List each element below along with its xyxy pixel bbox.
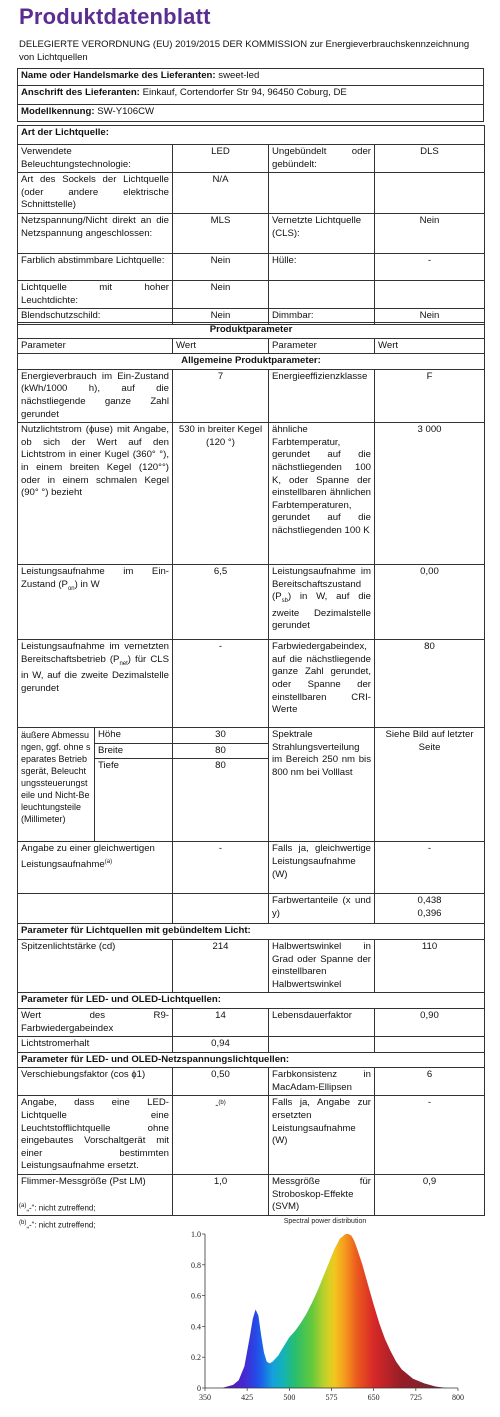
empty-cell (269, 280, 375, 308)
survival-label: Lebensdauerfaktor (269, 1008, 375, 1036)
equiv-power-value: - (375, 842, 485, 894)
light-source-header: Art der Lichtquelle: (18, 126, 485, 145)
replace-footnote-mark: (b) (218, 1100, 226, 1107)
col-param-header: Parameter (18, 338, 173, 354)
y-tick-label: 0.8 (191, 1260, 201, 1270)
standby-label-b: ) in W, auf die zweite Dezimalstelle gerundet (272, 591, 371, 632)
depth-value: 80 (173, 759, 269, 842)
y-tick-label: 0 (197, 1384, 201, 1393)
x-tick-label: 575 (325, 1393, 338, 1402)
peak-intensity-value: 214 (173, 939, 269, 992)
power-on-value: 6,5 (173, 565, 269, 640)
x-tick-label: 650 (367, 1393, 380, 1402)
x-tick-label: 350 (199, 1393, 211, 1402)
energy-on-value: 7 (173, 369, 269, 422)
replace-claim-label: Angabe, dass eine LED-Lichtquelle eine Leuchtstofflichtquelle ohne eingebautes Vorschaltgerät mit einer bestimmten Leistungsaufnahme ersetzt. (18, 1096, 173, 1175)
cos-phi-value: 0,50 (173, 1068, 269, 1096)
footnote-b-text: „-“: nicht zutreffend; (26, 1220, 96, 1230)
height-value: 30 (173, 728, 269, 744)
socket-value: N/A (173, 173, 269, 214)
envelope-label: Hülle: (269, 253, 375, 280)
col-value-header: Wert (375, 338, 485, 354)
empty-cell (375, 1037, 485, 1053)
chromaticity-y: 0,396 (417, 907, 442, 919)
model-label: Modellkennung: (21, 106, 95, 117)
spectral-chart (190, 1212, 465, 1417)
tunable-label: Farblich abstimmbare Lichtquelle: (18, 253, 173, 280)
equiv-label-text: Angabe zu einer gleichwertigen Leistungsaufnahme (21, 843, 155, 871)
general-params-header: Allgemeine Produktparameter: (18, 354, 485, 370)
y-tick-label: 0.6 (191, 1291, 201, 1301)
cri-value: 80 (375, 640, 485, 728)
replace-claim-dash: - (215, 1100, 219, 1112)
x-tick-label: 725 (409, 1393, 422, 1402)
cls-value: Nein (375, 213, 485, 253)
chromaticity-value (375, 894, 485, 924)
empty-cell (269, 1037, 375, 1053)
col-param-header: Parameter (269, 338, 375, 354)
standby-label-a: Leistungsaufnahme im Bereitschaftszustand (P (272, 566, 371, 603)
net-standby-label (18, 640, 173, 728)
anti-glare-value: Nein (173, 309, 269, 325)
power-on-label-sub: on (67, 585, 75, 592)
socket-label: Art des Sockels der Lichtquelle (oder andere elektrische Schnittstelle) (18, 173, 173, 214)
directional-header: Parameter für Lichtquellen mit gebündeltem Licht: (18, 924, 485, 940)
supplier-address-value: Einkauf, Cortendorfer Str 94, 96450 Coburg, DE (142, 87, 347, 98)
dimensions-label: äußere Abmessungen, ggf. ohne separates Betriebsgerät, Beleuchtungssteuerungsteile und Nicht-Beleuchtungsteile (Millimeter) (18, 728, 95, 842)
supplier-name-label: Name oder Handelsmarke des Lieferanten: (21, 70, 216, 81)
empty-cell (375, 173, 485, 214)
technology-value: LED (173, 145, 269, 173)
flux-label: Nutzlichtstrom (ɸuse) mit Angabe, ob sich der Wert auf den Lichtstrom in einer Kugel (360° °), in einem breiten Kegel (120°°) oder in einem schmalen Kegel (90° °) bezieht (18, 423, 173, 565)
r9-label: Wert des R9-Farbwiedergabeindex (18, 1008, 173, 1036)
footnote-b-mark: (b) (19, 1220, 27, 1226)
chromaticity-x: 0,438 (417, 895, 442, 907)
light-source-table (17, 125, 485, 325)
y-tick-label: 1.0 (191, 1230, 201, 1239)
x-tick-label: 425 (241, 1393, 254, 1402)
product-params-header: Produktparameter (18, 323, 485, 339)
led-mains-header: Parameter für LED- und OLED-Netzspannungslichtquellen: (18, 1052, 485, 1068)
flux-value: 530 in breiter Kegel (120 °) (173, 423, 269, 565)
equiv-value: - (173, 842, 269, 894)
model-row (18, 105, 484, 122)
net-standby-label-sub: net (119, 660, 128, 667)
replace-claim-value (173, 1096, 269, 1175)
chromaticity-label: Farbwertanteile (x und y) (269, 894, 375, 924)
equiv-power-label: Falls ja, gleichwertige Leistungsaufnahme (W) (269, 842, 375, 894)
product-params-table (17, 322, 485, 1216)
technology-label: Verwendete Beleuchtungstechnologie: (18, 145, 173, 173)
dimmable-label: Dimmbar: (269, 309, 375, 325)
supplier-name-value: sweet-led (218, 70, 260, 81)
regulation-text: DELEGIERTE VERORDNUNG (EU) 2019/2015 DER KOMMISSION zur Energieverbrauchskennzeichnung von Lichtquellen (19, 39, 470, 63)
chart-title: Spectral power distribution (283, 1218, 367, 1225)
svm-value: 0,9 (375, 1175, 485, 1216)
equiv-label (18, 842, 173, 894)
energy-on-label: Energieverbrauch im Ein-Zustand (kWh/1000 h), auf die nächstliegende ganze Zahl gerundet (18, 369, 173, 422)
energy-class-label: Energieeffizienzklasse (269, 369, 375, 422)
standby-label (269, 565, 375, 640)
power-on-label-b: ) in W (74, 578, 100, 590)
directional-value: DLS (375, 145, 485, 173)
cct-label: ähnliche Farbtemperatur, gerundet auf die nächstliegenden 100 K, oder Spanne der einstellbaren ähnlichen Farbtemperaturen, gerundet auf die nächstliegenden 100 K (269, 423, 375, 565)
footnote-b (19, 1220, 96, 1230)
mains-label: Netzspannung/Nicht direkt an die Netzspannung angeschlossen: (18, 213, 173, 253)
supplier-address-label: Anschrift des Lieferanten: (21, 87, 140, 98)
led-header: Parameter für LED- und OLED-Lichtquellen: (18, 993, 485, 1009)
cct-value: 3 000 (375, 423, 485, 565)
supplier-address-row (18, 86, 484, 105)
standby-value: 0,00 (375, 565, 485, 640)
footnote-a-text: „-“: nicht zutreffend; (26, 1203, 96, 1213)
lumen-maint-label: Lichtstromerhalt (18, 1037, 173, 1053)
standby-label-sub: sb (281, 598, 288, 605)
power-on-label (18, 565, 173, 640)
net-standby-label-a: Leistungsaufnahme im vernetzten Bereitschaftsbetrieb (P (21, 641, 169, 665)
r9-value: 14 (173, 1008, 269, 1036)
empty-cell (269, 173, 375, 214)
dimmable-value: Nein (375, 309, 485, 325)
x-tick-label: 500 (283, 1393, 296, 1402)
survival-value: 0,90 (375, 1008, 485, 1036)
page-title: Produktdatenblatt (19, 4, 211, 29)
color-consistency-label: Farbkonsistenz in MacAdam-Ellipsen (269, 1068, 375, 1096)
anti-glare-label: Blendschutzschild: (18, 309, 173, 325)
width-value: 80 (173, 743, 269, 759)
supplier-name-row (18, 69, 484, 86)
net-standby-value: - (173, 640, 269, 728)
color-consistency-value: 6 (375, 1068, 485, 1096)
col-value-header: Wert (173, 338, 269, 354)
beam-angle-label: Halbwertswinkel in Grad oder Spanne der einstellbaren Halbwertswinkel (269, 939, 375, 992)
cls-label: Vernetzte Lichtquelle (CLS): (269, 213, 375, 253)
footnote-a (19, 1203, 96, 1213)
cri-label: Farbwiedergabeindex, auf die nächstliegende ganze Zahl gerundet, oder Spanne der einstellbaren CRI-Werte (269, 640, 375, 728)
high-luminance-value: Nein (173, 280, 269, 308)
svm-label: Messgröße für Stroboskop-Effekte (SVM) (269, 1175, 375, 1216)
empty-cell (173, 894, 269, 924)
y-tick-label: 0.2 (191, 1353, 201, 1363)
peak-intensity-label: Spitzenlichtstärke (cd) (18, 939, 173, 992)
depth-label: Tiefe (95, 759, 173, 842)
beam-angle-value: 110 (375, 939, 485, 992)
spectral-value: Siehe Bild auf letzter Seite (375, 728, 485, 842)
power-on-label-a: Leistungsaufnahme im Ein-Zustand (P (21, 566, 169, 590)
height-label: Höhe (95, 728, 173, 744)
directional-label: Ungebündelt oder gebündelt: (269, 145, 375, 173)
replaced-power-value: - (375, 1096, 485, 1175)
net-standby-label-b: ) für CLS in W, auf die zweite Dezimalstelle gerundet (21, 653, 169, 694)
footnote-a-mark: (a) (19, 1203, 27, 1209)
empty-cell (18, 894, 173, 924)
mains-value: MLS (173, 213, 269, 253)
model-value: SW-Y106CW (97, 106, 155, 117)
empty-cell (375, 280, 485, 308)
flicker-label: Flimmer-Messgröße (Pst LM) (18, 1175, 173, 1216)
tunable-value: Nein (173, 253, 269, 280)
width-label: Breite (95, 743, 173, 759)
y-tick-label: 0.4 (191, 1322, 201, 1332)
high-luminance-label: Lichtquelle mit hoher Leuchtdichte: (18, 280, 173, 308)
replaced-power-label: Falls ja, Angabe zur ersetzten Leistungsaufnahme (W) (269, 1096, 375, 1175)
plot-area (191, 1230, 464, 1402)
lumen-maint-value: 0,94 (173, 1037, 269, 1053)
supplier-table (17, 68, 484, 122)
envelope-value: - (375, 253, 485, 280)
series-spectrum-area (222, 1234, 447, 1388)
x-tick-label: 800 (452, 1393, 464, 1402)
flicker-value: 1,0 (173, 1175, 269, 1216)
equiv-footnote-mark: (a) (104, 858, 113, 865)
energy-class-value: F (375, 369, 485, 422)
cos-phi-label: Verschiebungsfaktor (cos ɸ1) (18, 1068, 173, 1096)
spectral-label: Spektrale Strahlungsverteilung im Bereich 250 nm bis 800 nm bei Volllast (269, 728, 375, 842)
